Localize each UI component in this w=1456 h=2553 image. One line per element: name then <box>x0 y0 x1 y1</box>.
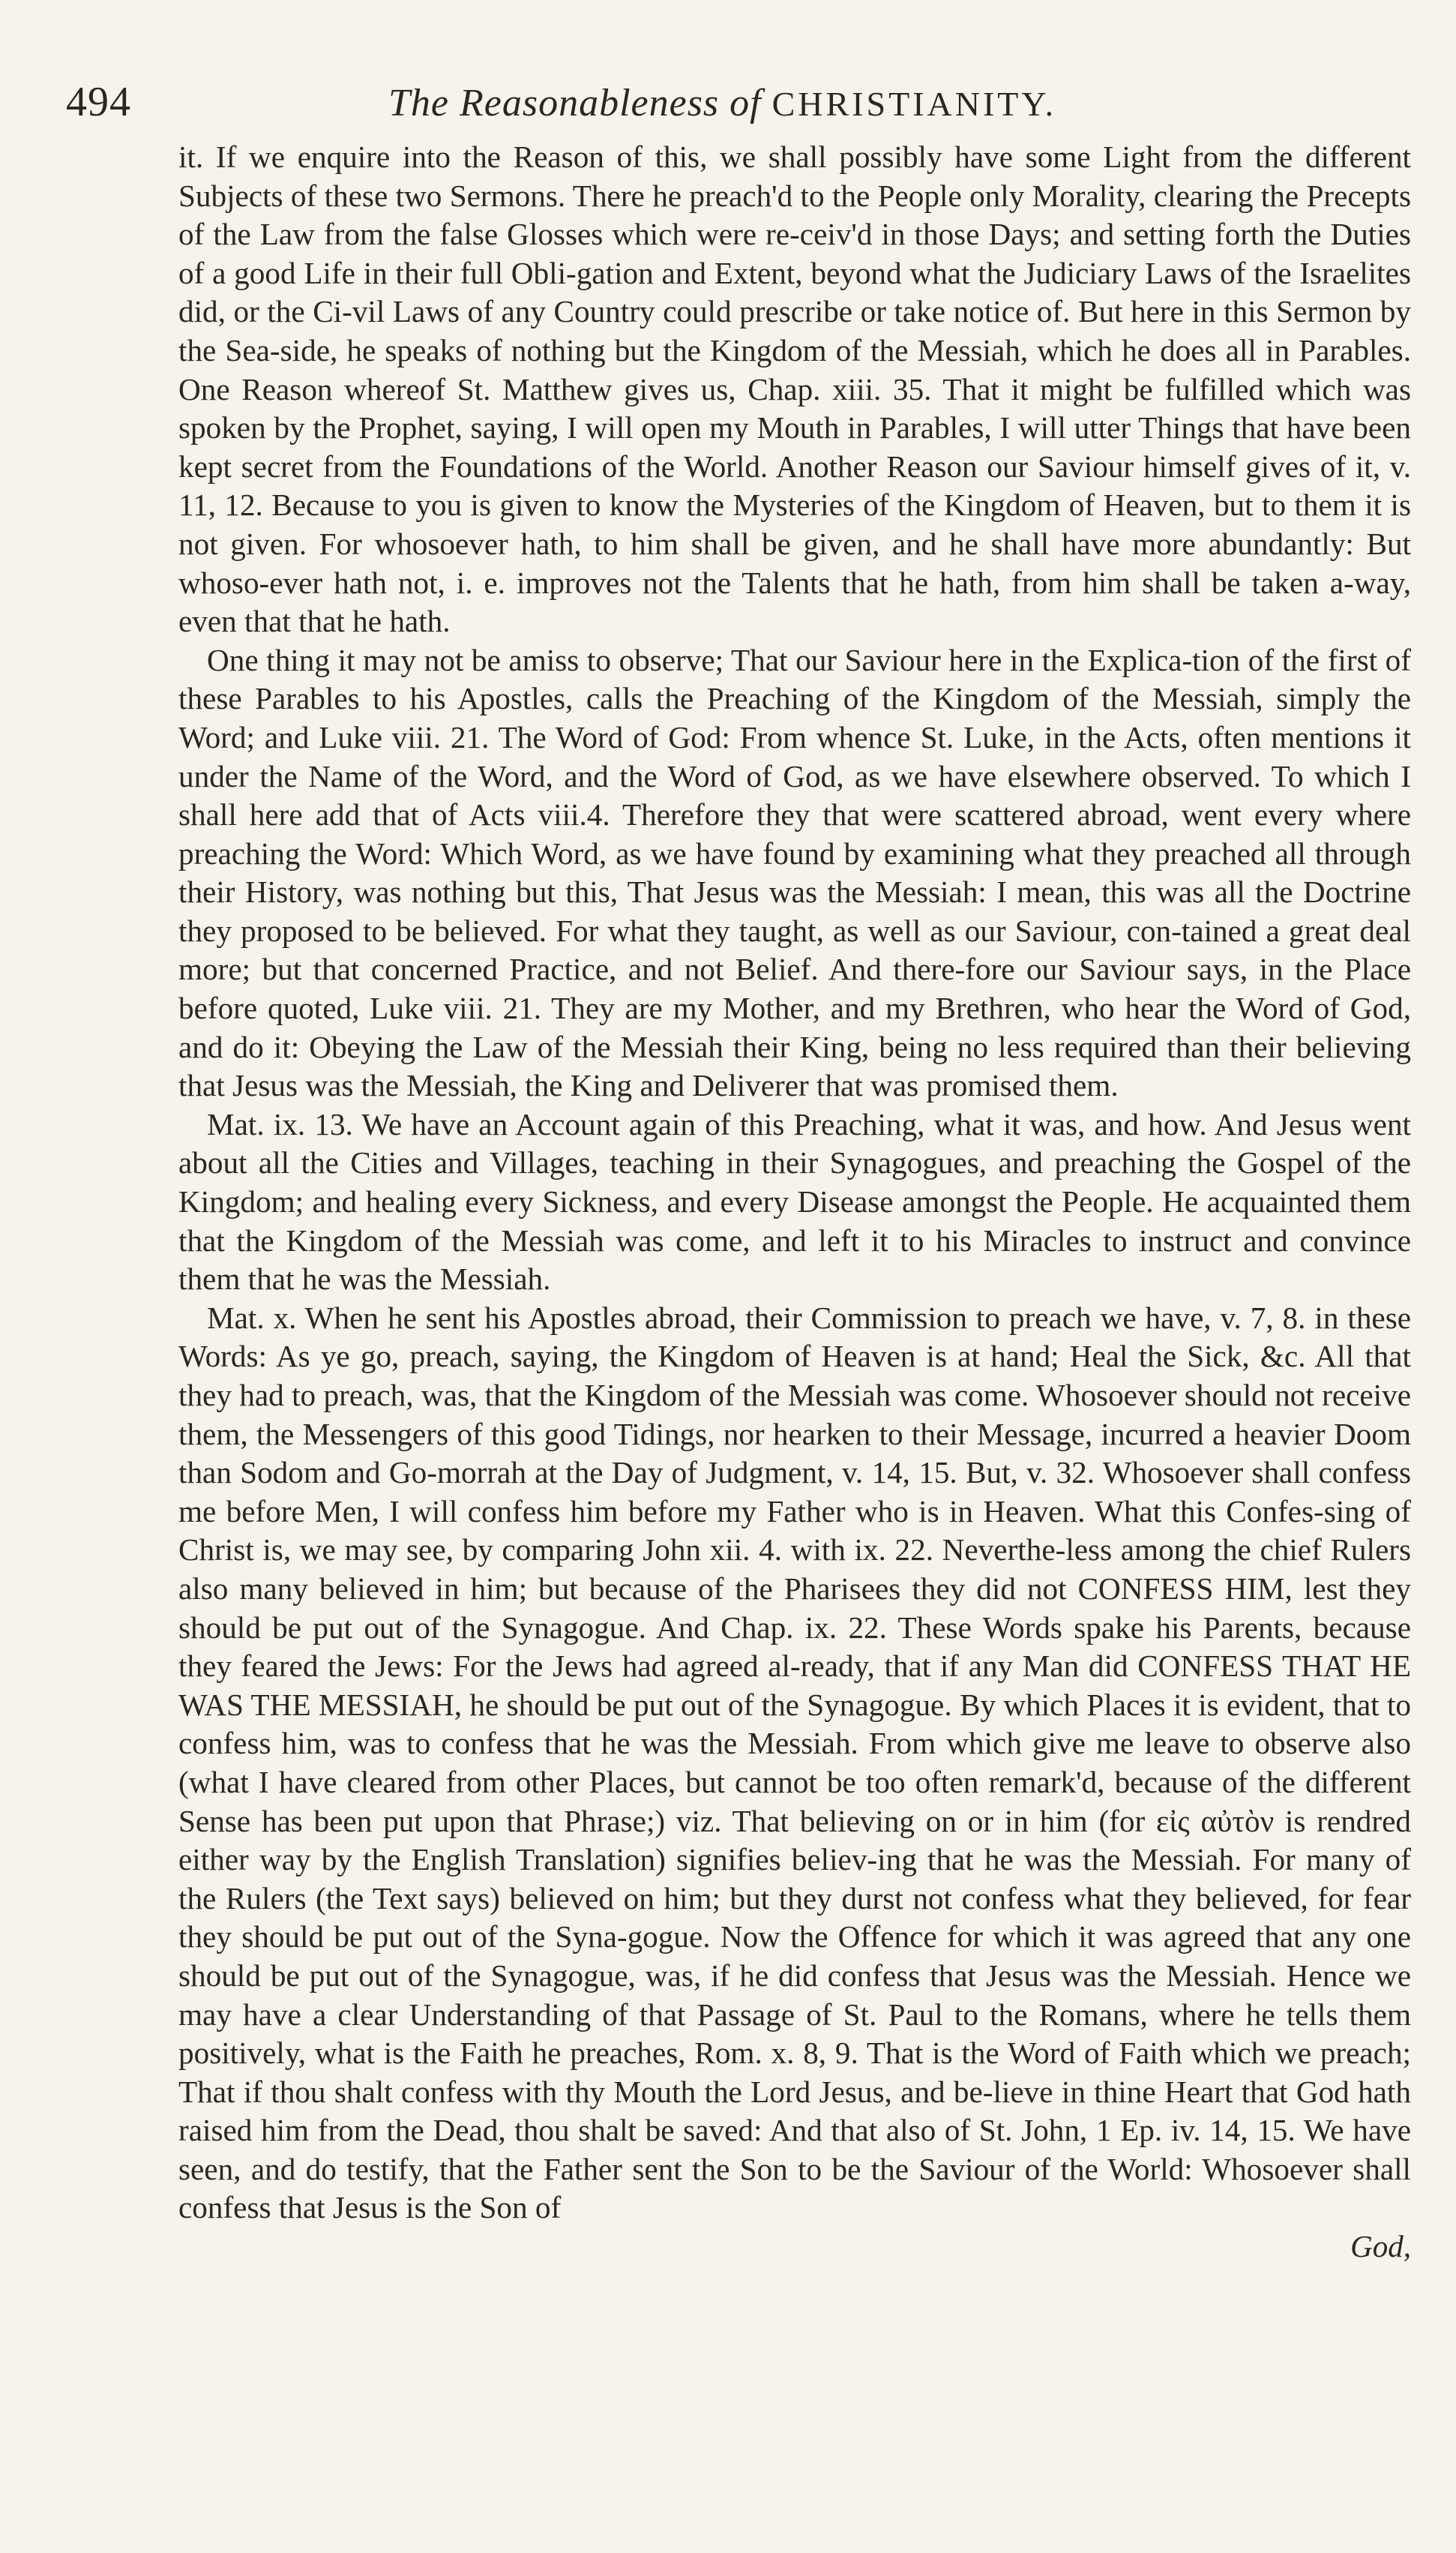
running-head <box>388 81 1056 125</box>
body-text <box>178 138 1411 2228</box>
catchword: God, <box>1350 2229 1411 2264</box>
paragraph-mat-x: Mat. x. When he sent his Apostles abroad, their Commission to preach we have, v. 7, 8. in these Words: As ye go, preach, saying, the Kingdom of Heaven is at hand; Heal the Sick, &c. All that they had to preach, was, that the Kingdom of the Messiah was come. Whosoever should not receive them, the Messengers of this good Tidings, nor hearken to their Message, incurred a heavier Doom than Sodom and Go-morrah at the Day of Judgment, v. 14, 15. But, v. 32. Whosoever shall confess me before Men, I will confess him before my Father who is in Heaven. What this Confes-sing of Christ is, we may see, by comparing John xii. 4. with ix. 22. Neverthe-less among the chief Rulers also many believed in him; but because of the Pharisees they did not CONFESS HIM, lest they should be put out of the Synagogue. And Chap. ix. 22. These Words spake his Parents, because they feared the Jews: For the Jews had agreed al-ready, that if any Man did CONFESS THAT HE WAS THE MESSIAH, he should be put out of the Synagogue. By which Places it is evident, that to confess him, was to confess that he was the Messiah. From which give me leave to observe also (what I have cleared from other Places, but cannot be too often remark'd, because of the different Sense has been put upon that Phrase;) viz. That believing on or in him (for εἰς αὐτὸν is rendred either way by the English Translation) signifies believ-ing that he was the Messiah. For many of the Rulers (the Text says) believed on him; but they durst not confess what they believed, for fear they should be put out of the Syna-gogue. Now the Offence for which it was agreed that any one should be put out of the Synagogue, was, if he did confess that Jesus was the Messiah. Hence we may have a clear Understanding of that Passage of St. Paul to the Romans, where he tells them positively, what is the Faith he preaches, Rom. x. 8, 9. That is the Word of Faith which we preach; That if thou shalt confess with thy Mouth the Lord Jesus, and be-lieve in thine Heart that God hath raised him from the Dead, thou shalt be saved: And that also of St. John, 1 Ep. iv. 14, 15. We have seen, and do testify, that the Father sent the Son to be the Saviour of the World: Whosoever shall confess that Jesus is the Son of <box>178 1300 1411 2225</box>
paragraph-mat-ix: Mat. ix. 13. We have an Account again of this Preaching, what it was, and how. And Jesus went about all the Cities and Villages, teaching in their Synagogues, and preaching the Gospel of the Kingdom; and healing every Sickness, and every Disease amongst the People. He acquainted them that the Kingdom of the Messiah was come, and left it to his Miracles to instruct and convince them that he was the Messiah. <box>178 1106 1411 1297</box>
paragraph-continuation: it. If we enquire into the Reason of this, we shall possibly have some Light from the different Subjects of these two Sermons. There he preach'd to the People only Morality, clearing the Precepts of the Law from the false Glosses which were re-ceiv'd in those Days; and setting forth the Duties of a good Life in their full Obli-gation and Extent, beyond what the Judiciary Laws of the Israelites did, or the Ci-vil Laws of any Country could prescribe or take notice of. But here in this Sermon by the Sea-side, he speaks of nothing but the Kingdom of the Messiah, which he does all in Parables. One Reason whereof St. Matthew gives us, Chap. xiii. 35. That it might be fulfilled which was spoken by the Prophet, saying, I will open my Mouth in Parables, I will utter Things that have been kept secret from the Foundations of the World. Another Reason our Saviour himself gives of it, v. 11, 12. Because to you is given to know the Mysteries of the Kingdom of Heaven, but to them it is not given. For whosoever hath, to him shall be given, and he shall have more abundantly: But whoso-ever hath not, i. e. improves not the Talents that he hath, from him shall be taken a-way, even that that he hath. <box>178 140 1411 639</box>
paragraph-word-of-god: One thing it may not be amiss to observe; That our Saviour here in the Explica-tion of the first of these Parables to his Apostles, calls the Preaching of the Kingdom of the Messiah, simply the Word; and Luke viii. 21. The Word of God: From whence St. Luke, in the Acts, often mentions it under the Name of the Word, and the Word of God, as we have elsewhere observed. To which I shall here add that of Acts viii.4. Therefore they that were scattered abroad, went every where preaching the Word: Which Word, as we have found by examining what they preached all through their History, was nothing but this, That Jesus was the Messiah: I mean, this was all the Doctrine they proposed to be believed. For what they taught, as well as our Saviour, con-tained a great deal more; but that concerned Practice, and not Belief. And there-fore our Saviour says, in the Place before quoted, Luke viii. 21. They are my Mother, and my Brethren, who hear the Word of God, and do it: Obeying the Law of the Messiah their King, being no less required than their believing that Jesus was the Messiah, the King and Deliverer that was promised them. <box>178 642 1411 1103</box>
page-number: 494 <box>66 79 131 125</box>
page-header <box>66 78 1411 138</box>
running-head-caps: CHRISTIANITY. <box>771 85 1057 123</box>
running-head-title: The Reasonableness of <box>388 82 762 124</box>
